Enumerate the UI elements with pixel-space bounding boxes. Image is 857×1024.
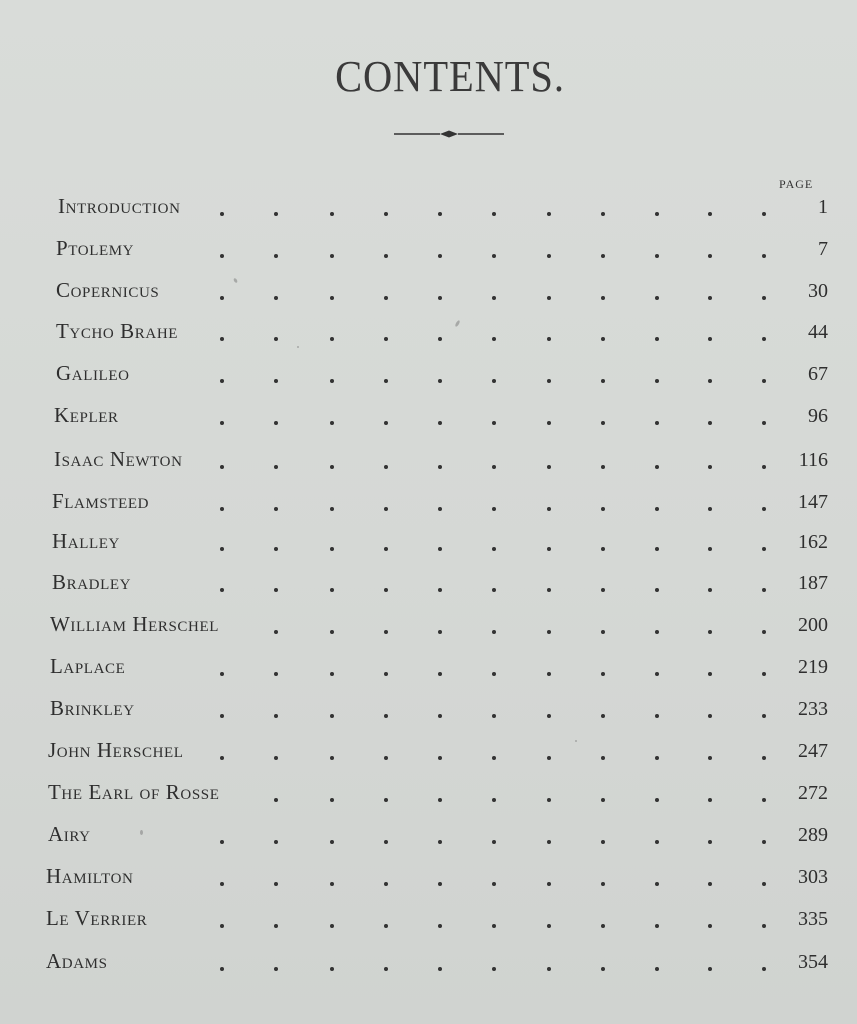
leader-dot — [601, 756, 605, 760]
dot-leader — [52, 506, 822, 512]
leader-dot — [274, 672, 278, 676]
leader-dot — [492, 588, 496, 592]
dot-leader — [58, 211, 828, 217]
leader-dot — [274, 714, 278, 718]
leader-dot — [384, 421, 388, 425]
leader-dot — [330, 507, 334, 511]
toc-entry — [50, 611, 828, 641]
leader-dot — [384, 967, 388, 971]
page-title: CONTENTS. — [335, 52, 565, 102]
ornament-divider — [394, 128, 504, 140]
leader-dot — [492, 924, 496, 928]
leader-dot — [547, 882, 551, 886]
leader-dot — [274, 379, 278, 383]
leader-dot — [601, 588, 605, 592]
entry-title: Le Verrier — [46, 906, 148, 930]
entry-title: Hamilton — [46, 864, 134, 888]
leader-dot — [547, 630, 551, 634]
toc-entry — [54, 446, 828, 476]
leader-dot — [330, 212, 334, 216]
leader-dot — [762, 507, 766, 511]
leader-dot — [762, 296, 766, 300]
leader-dot — [708, 212, 712, 216]
toc-entry — [56, 360, 828, 390]
leader-dot — [762, 882, 766, 886]
leader-dot — [492, 254, 496, 258]
leader-dot — [438, 630, 442, 634]
toc-entry — [56, 235, 828, 265]
leader-dot — [220, 296, 224, 300]
leader-dot — [330, 379, 334, 383]
leader-dot — [601, 714, 605, 718]
leader-dot — [762, 379, 766, 383]
leader-dot — [384, 465, 388, 469]
entry-page-number: 162 — [798, 531, 828, 553]
leader-dot — [708, 924, 712, 928]
leader-dot — [655, 465, 659, 469]
leader-dot — [762, 254, 766, 258]
entry-page-number: 289 — [798, 824, 828, 846]
leader-dot — [384, 507, 388, 511]
leader-dot — [220, 840, 224, 844]
leader-dot — [220, 967, 224, 971]
leader-dot — [492, 212, 496, 216]
leader-dot — [547, 337, 551, 341]
leader-dot — [384, 672, 388, 676]
toc-entry — [48, 779, 828, 809]
dot-leader — [56, 295, 826, 301]
leader-dot — [655, 296, 659, 300]
leader-dot — [274, 798, 278, 802]
leader-dot — [438, 254, 442, 258]
dot-leader — [50, 671, 820, 677]
toc-entry — [58, 193, 828, 223]
leader-dot — [762, 714, 766, 718]
entry-page-number: 200 — [798, 614, 828, 636]
leader-dot — [438, 212, 442, 216]
entry-title: Introduction — [58, 194, 181, 218]
leader-dot — [274, 547, 278, 551]
entry-title: Halley — [52, 529, 120, 553]
leader-dot — [384, 882, 388, 886]
leader-dot — [601, 798, 605, 802]
leader-dot — [655, 547, 659, 551]
leader-dot — [708, 882, 712, 886]
leader-dot — [330, 296, 334, 300]
toc-entry — [50, 653, 828, 683]
leader-dot — [708, 547, 712, 551]
leader-dot — [547, 547, 551, 551]
leader-dot — [274, 421, 278, 425]
dot-leader — [48, 755, 818, 761]
dot-leader — [50, 713, 820, 719]
leader-dot — [547, 296, 551, 300]
leader-dot — [601, 465, 605, 469]
dot-leader — [48, 839, 818, 845]
leader-dot — [708, 379, 712, 383]
leader-dot — [708, 756, 712, 760]
leader-dot — [438, 714, 442, 718]
leader-dot — [330, 672, 334, 676]
leader-dot — [330, 882, 334, 886]
leader-dot — [220, 756, 224, 760]
leader-dot — [220, 421, 224, 425]
leader-dot — [655, 882, 659, 886]
entry-title: Kepler — [54, 403, 119, 427]
leader-dot — [330, 337, 334, 341]
leader-dot — [547, 924, 551, 928]
leader-dot — [601, 337, 605, 341]
leader-dot — [274, 296, 278, 300]
leader-dot — [655, 337, 659, 341]
entry-page-number: 233 — [798, 698, 828, 720]
leader-dot — [220, 465, 224, 469]
dot-leader — [46, 923, 816, 929]
entry-page-number: 272 — [798, 782, 828, 804]
leader-dot — [708, 798, 712, 802]
leader-dot — [492, 421, 496, 425]
paper-speck — [140, 830, 143, 835]
toc-entry — [48, 821, 828, 851]
leader-dot — [708, 714, 712, 718]
leader-dot — [220, 714, 224, 718]
paper-speck — [297, 346, 299, 348]
leader-dot — [330, 630, 334, 634]
toc-entry — [56, 277, 828, 307]
leader-dot — [384, 924, 388, 928]
entry-page-number: 116 — [798, 449, 828, 471]
dot-leader — [56, 336, 826, 342]
leader-dot — [274, 756, 278, 760]
leader-dot — [330, 254, 334, 258]
leader-dot — [438, 379, 442, 383]
leader-dot — [655, 507, 659, 511]
leader-dot — [547, 465, 551, 469]
leader-dot — [274, 924, 278, 928]
leader-dot — [708, 421, 712, 425]
entry-page-number: 67 — [808, 363, 828, 385]
leader-dot — [438, 882, 442, 886]
leader-dot — [438, 588, 442, 592]
leader-dot — [330, 840, 334, 844]
leader-dot — [655, 672, 659, 676]
leader-dot — [655, 254, 659, 258]
leader-dot — [762, 337, 766, 341]
toc-entry — [56, 318, 828, 348]
toc-entry — [46, 948, 828, 978]
leader-dot — [492, 798, 496, 802]
leader-dot — [708, 630, 712, 634]
leader-dot — [655, 421, 659, 425]
entry-page-number: 335 — [798, 908, 828, 930]
entry-title: Brinkley — [50, 696, 135, 720]
leader-dot — [438, 337, 442, 341]
leader-dot — [274, 882, 278, 886]
leader-dot — [762, 756, 766, 760]
leader-dot — [220, 924, 224, 928]
leader-dot — [274, 967, 278, 971]
leader-dot — [708, 507, 712, 511]
leader-dot — [655, 756, 659, 760]
leader-dot — [384, 630, 388, 634]
leader-dot — [438, 672, 442, 676]
leader-dot — [601, 212, 605, 216]
leader-dot — [492, 882, 496, 886]
leader-dot — [330, 756, 334, 760]
leader-dot — [492, 967, 496, 971]
leader-dot — [655, 967, 659, 971]
dot-leader — [52, 587, 822, 593]
leader-dot — [547, 421, 551, 425]
leader-dot — [274, 465, 278, 469]
leader-dot — [708, 840, 712, 844]
leader-dot — [708, 672, 712, 676]
toc-entry — [52, 488, 828, 518]
leader-dot — [330, 588, 334, 592]
dot-leader — [54, 420, 824, 426]
toc-entry — [50, 695, 828, 725]
leader-dot — [438, 421, 442, 425]
entry-title: Bradley — [52, 570, 132, 594]
leader-dot — [708, 296, 712, 300]
paper-speck — [575, 740, 577, 742]
leader-dot — [438, 967, 442, 971]
leader-dot — [384, 296, 388, 300]
entry-title: John Herschel — [48, 738, 184, 762]
leader-dot — [330, 421, 334, 425]
leader-dot — [547, 254, 551, 258]
entry-page-number: 1 — [818, 196, 828, 218]
toc-entry — [54, 402, 828, 432]
leader-dot — [492, 337, 496, 341]
leader-dot — [708, 588, 712, 592]
leader-dot — [547, 588, 551, 592]
leader-dot — [762, 840, 766, 844]
leader-dot — [220, 507, 224, 511]
dot-leader — [50, 629, 820, 635]
leader-dot — [438, 296, 442, 300]
leader-dot — [274, 254, 278, 258]
leader-dot — [384, 840, 388, 844]
leader-dot — [601, 672, 605, 676]
leader-dot — [330, 924, 334, 928]
leader-dot — [547, 714, 551, 718]
leader-dot — [384, 337, 388, 341]
entry-title: Tycho Brahe — [56, 319, 179, 343]
leader-dot — [601, 507, 605, 511]
leader-dot — [438, 507, 442, 511]
leader-dot — [655, 588, 659, 592]
leader-dot — [384, 714, 388, 718]
leader-dot — [762, 421, 766, 425]
leader-dot — [220, 379, 224, 383]
entry-page-number: 7 — [818, 238, 828, 260]
leader-dot — [330, 967, 334, 971]
leader-dot — [547, 507, 551, 511]
leader-dot — [384, 588, 388, 592]
leader-dot — [274, 630, 278, 634]
leader-dot — [438, 798, 442, 802]
leader-dot — [492, 840, 496, 844]
dot-leader — [54, 464, 824, 470]
leader-dot — [438, 547, 442, 551]
leader-dot — [384, 212, 388, 216]
leader-dot — [547, 756, 551, 760]
leader-dot — [220, 588, 224, 592]
leader-dot — [762, 967, 766, 971]
leader-dot — [762, 465, 766, 469]
entry-page-number: 30 — [808, 280, 828, 302]
leader-dot — [492, 296, 496, 300]
entry-page-number: 187 — [798, 572, 828, 594]
leader-dot — [601, 254, 605, 258]
leader-dot — [384, 756, 388, 760]
leader-dot — [220, 547, 224, 551]
leader-dot — [492, 630, 496, 634]
entry-title: Flamsteed — [52, 489, 150, 513]
leader-dot — [492, 547, 496, 551]
leader-dot — [274, 588, 278, 592]
leader-dot — [547, 798, 551, 802]
leader-dot — [492, 465, 496, 469]
entry-page-number: 44 — [808, 321, 828, 343]
leader-dot — [601, 547, 605, 551]
leader-dot — [708, 465, 712, 469]
entry-title: Ptolemy — [56, 236, 135, 260]
entry-page-number: 147 — [798, 491, 828, 513]
leader-dot — [438, 756, 442, 760]
dot-leader — [56, 378, 826, 384]
leader-dot — [762, 798, 766, 802]
leader-dot — [601, 379, 605, 383]
dot-leader — [52, 546, 822, 552]
leader-dot — [384, 379, 388, 383]
leader-dot — [601, 296, 605, 300]
toc-entry — [46, 863, 828, 893]
dot-leader — [48, 797, 818, 803]
leader-dot — [762, 630, 766, 634]
leader-dot — [438, 465, 442, 469]
leader-dot — [384, 254, 388, 258]
leader-dot — [655, 212, 659, 216]
leader-dot — [330, 714, 334, 718]
toc-entry — [46, 905, 828, 935]
dot-leader — [46, 966, 816, 972]
leader-dot — [220, 672, 224, 676]
leader-dot — [274, 337, 278, 341]
leader-dot — [601, 924, 605, 928]
leader-dot — [220, 212, 224, 216]
leader-dot — [762, 672, 766, 676]
leader-dot — [762, 212, 766, 216]
leader-dot — [655, 840, 659, 844]
leader-dot — [601, 967, 605, 971]
leader-dot — [708, 254, 712, 258]
leader-dot — [492, 672, 496, 676]
leader-dot — [655, 798, 659, 802]
entry-title: William Herschel — [50, 612, 219, 636]
leader-dot — [601, 630, 605, 634]
leader-dot — [384, 547, 388, 551]
leader-dot — [601, 840, 605, 844]
leader-dot — [547, 672, 551, 676]
entry-title: Adams — [46, 949, 108, 973]
leader-dot — [274, 507, 278, 511]
entry-title: Copernicus — [56, 278, 160, 302]
leader-dot — [330, 465, 334, 469]
leader-dot — [438, 840, 442, 844]
leader-dot — [330, 547, 334, 551]
entry-page-number: 219 — [798, 656, 828, 678]
leader-dot — [708, 967, 712, 971]
leader-dot — [655, 379, 659, 383]
leader-dot — [492, 756, 496, 760]
leader-dot — [384, 798, 388, 802]
leader-dot — [547, 840, 551, 844]
leader-dot — [492, 714, 496, 718]
leader-dot — [274, 840, 278, 844]
leader-dot — [762, 547, 766, 551]
leader-dot — [220, 882, 224, 886]
dot-leader — [56, 253, 826, 259]
entry-title: Laplace — [50, 654, 126, 678]
leader-dot — [274, 212, 278, 216]
leader-dot — [655, 714, 659, 718]
entry-page-number: 354 — [798, 951, 828, 973]
leader-dot — [330, 798, 334, 802]
leader-dot — [601, 882, 605, 886]
toc-entry — [48, 737, 828, 767]
leader-dot — [547, 379, 551, 383]
leader-dot — [220, 254, 224, 258]
toc-entry — [52, 528, 828, 558]
page-column-label: PAGE — [779, 177, 814, 191]
entry-page-number: 247 — [798, 740, 828, 762]
entry-title: Isaac Newton — [54, 447, 183, 471]
leader-dot — [655, 630, 659, 634]
leader-dot — [547, 967, 551, 971]
leader-dot — [220, 337, 224, 341]
leader-dot — [708, 337, 712, 341]
toc-entry — [52, 569, 828, 599]
leader-dot — [762, 924, 766, 928]
entry-title: The Earl of Rosse — [48, 780, 220, 804]
entry-title: Galileo — [56, 361, 130, 385]
leader-dot — [655, 924, 659, 928]
leader-dot — [547, 212, 551, 216]
entry-page-number: 96 — [808, 405, 828, 427]
leader-dot — [438, 924, 442, 928]
leader-dot — [492, 507, 496, 511]
leader-dot — [762, 588, 766, 592]
leader-dot — [492, 379, 496, 383]
leader-dot — [601, 421, 605, 425]
entry-title: Airy — [48, 822, 91, 846]
dot-leader — [46, 881, 816, 887]
entry-page-number: 303 — [798, 866, 828, 888]
